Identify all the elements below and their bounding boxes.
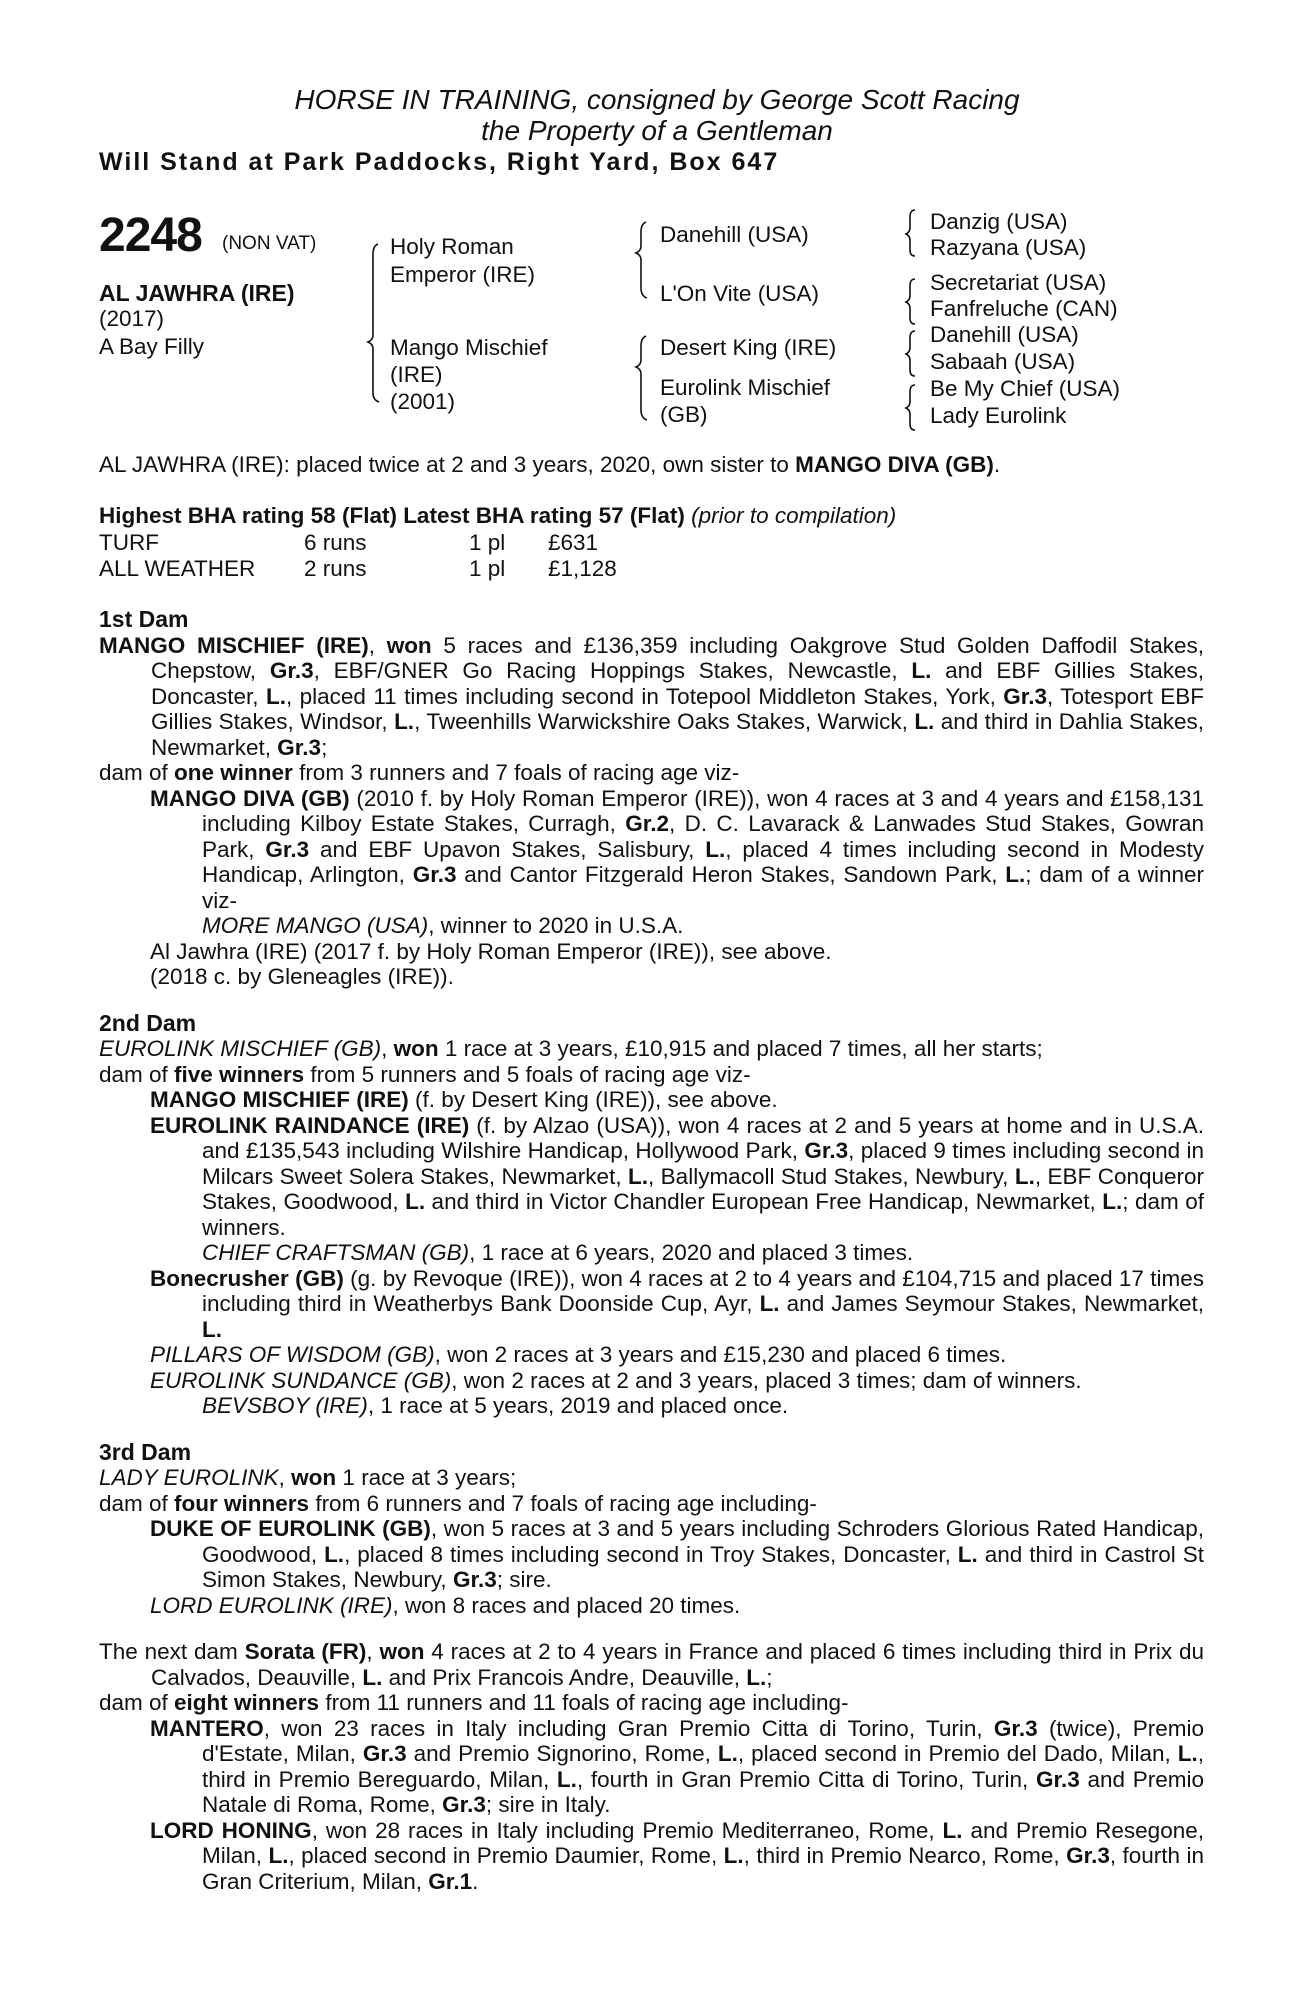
- pedigree-brackets: [0, 0, 1314, 440]
- aw-runs: 2 runs: [304, 555, 367, 581]
- produce-eurolink-sundance: EUROLINK SUNDANCE (GB), won 2 races at 2 and 3 years, placed 3 times; dam of winners.: [150, 1367, 1082, 1393]
- second-dam-heading: 2nd Dam: [99, 1009, 197, 1036]
- turf-runs: 6 runs: [304, 530, 367, 555]
- second-dam-record: EUROLINK MISCHIEF (GB), won 1 race at 3 years, £10,915 and placed 7 times, all her starts;: [99, 1036, 1043, 1061]
- sire-sire: Danehill (USA): [660, 222, 809, 247]
- ancestor-3: Secretariat (USA): [930, 270, 1107, 295]
- foaling-year: (2017): [99, 306, 165, 331]
- dam-sire: Desert King (IRE): [660, 335, 837, 360]
- aw-earnings: £1,128: [548, 555, 617, 581]
- header-location: Will Stand at Park Paddocks, Right Yard, Box 647: [99, 148, 780, 176]
- ancestor-4: Fanfreluche (CAN): [930, 296, 1118, 321]
- sire-name-line2: Emperor (IRE): [390, 262, 536, 287]
- bha-ratings: Highest BHA rating 58 (Flat) Latest BHA rating 57 (Flat) (prior to compilation): [99, 503, 897, 528]
- produce-eurolink-raindance: EUROLINK RAINDANCE (IRE) (f. by Alzao (USA)), won 4 races at 2 and 5 years at home and in U.S.A. and £135,543 including Wilshire Handicap, Hollywood Park, Gr.3, placed 9 times including second in Milcars Sweet Solera Stakes, Newmarket, L., Ballymacoll Stud Stakes, Newbury, L., EBF Conqueror Stakes, Goodwood, L. and third in Victor Chandler European Free Handicap, Newmarket, L.; dam of winners.: [150, 1112, 1205, 1240]
- third-dam-heading: 3rd Dam: [99, 1438, 192, 1465]
- dam-dam-line1: Eurolink Mischief: [660, 375, 831, 400]
- sire-name-line1: Holy Roman: [390, 234, 514, 259]
- vat-status: (NON VAT): [222, 233, 317, 254]
- ancestor-2: Razyana (USA): [930, 235, 1087, 260]
- produce-lord-honing: LORD HONING, won 28 races in Italy including Premio Mediterraneo, Rome, L. and Premio Resegone, Milan, L., placed second in Premio Daumier, Rome, L., third in Premio Nearco, Rome, Gr.3, fourth in Gran Criterium, Milan, Gr.1.: [150, 1817, 1204, 1894]
- turf-placed: 1 pl: [469, 530, 506, 555]
- ancestor-8: Lady Eurolink: [930, 403, 1067, 428]
- produce-2018-colt: (2018 c. by Gleneagles (IRE)).: [150, 964, 454, 989]
- ancestor-7: Be My Chief (USA): [930, 376, 1121, 401]
- horse-summary: AL JAWHRA (IRE): placed twice at 2 and 3 years, 2020, own sister to MANGO DIVA (GB).: [99, 452, 1001, 477]
- produce-chief-craftsman: CHIEF CRAFTSMAN (GB), 1 race at 6 years, 2020 and placed 3 times.: [202, 1240, 914, 1265]
- dam-name-line2: (IRE): [390, 362, 443, 387]
- produce-lord-eurolink: LORD EUROLINK (IRE), won 8 races and placed 20 times.: [150, 1592, 741, 1618]
- first-dam-heading: 1st Dam: [99, 606, 189, 632]
- ancestor-1: Danzig (USA): [930, 209, 1068, 234]
- dam-name-line3: (2001): [390, 389, 456, 414]
- first-dam-produce: dam of one winner from 3 runners and 7 foals of racing age viz-: [99, 760, 740, 785]
- ancestor-5: Danehill (USA): [930, 322, 1079, 347]
- aw-placed: 1 pl: [469, 555, 506, 581]
- surface-all-weather: ALL WEATHER: [99, 555, 256, 581]
- ancestor-6: Sabaah (USA): [930, 349, 1076, 374]
- produce-bevsboy: BEVSBOY (IRE), 1 race at 5 years, 2019 and placed once.: [202, 1393, 789, 1418]
- horse-description: A Bay Filly: [99, 334, 205, 359]
- turf-earnings: £631: [548, 530, 599, 555]
- produce-mango-mischief: MANGO MISCHIEF (IRE) (f. by Desert King (IRE)), see above.: [150, 1087, 778, 1112]
- produce-al-jawhra: Al Jawhra (IRE) (2017 f. by Holy Roman Emperor (IRE)), see above.: [150, 938, 832, 964]
- dam-dam-line2: (GB): [660, 402, 708, 427]
- family-section: [99, 607, 1204, 1894]
- produce-more-mango: MORE MANGO (USA), winner to 2020 in U.S.A.: [202, 913, 684, 938]
- header-consignor: HORSE IN TRAINING, consigned by George Scott Racing: [294, 84, 1020, 115]
- lot-number: 2248: [99, 209, 202, 262]
- first-dam-record: MANGO MISCHIEF (IRE), won 5 races and £136,359 including Oakgrove Stud Golden Daffodil Stakes, Chepstow, Gr.3, EBF/GNER Go Racing Hoppings Stakes, Newcastle, L. and EBF Gillies Stakes, Doncaster, L., placed 11 times including second in Totepool Middleton Stakes, York, Gr.3, Totesport EBF Gillies Stakes, Windsor, L., Tweenhills Warwickshire Oaks Stakes, Warwick, L. and third in Dahlia Stakes, Newmarket, Gr.3;: [99, 632, 1205, 760]
- produce-duke-of-eurolink: DUKE OF EUROLINK (GB), won 5 races at 3 and 5 years including Schroders Glorious Rated Handicap, Goodwood, L., placed 8 times including second in Troy Stakes, Doncaster, L. and third in Castrol St Simon Stakes, Newbury, Gr.3; sire.: [150, 1516, 1204, 1592]
- dam-name-line1: Mango Mischief: [390, 335, 548, 360]
- produce-mango-diva: MANGO DIVA (GB) (2010 f. by Holy Roman Emperor (IRE)), won 4 races at 3 and 4 years and £158,131 including Kilboy Estate Stakes, Curragh, Gr.2, D. C. Lavarack & Lanwades Stud Stakes, Gowran Park, Gr.3 and EBF Upavon Stakes, Salisbury, L., placed 4 times including second in Modesty Handicap, Arlington, Gr.3 and Cantor Fitzgerald Heron Stakes, Sandown Park, L.; dam of a winner viz-: [150, 785, 1205, 913]
- horse-name: AL JAWHRA (IRE): [99, 280, 295, 306]
- third-dam-produce: dam of four winners from 6 runners and 7 foals of racing age including-: [99, 1490, 817, 1516]
- produce-pillars-of-wisdom: PILLARS OF WISDOM (GB), won 2 races at 3 years and £15,230 and placed 6 times.: [150, 1342, 1007, 1367]
- third-dam-record: LADY EUROLINK, won 1 race at 3 years;: [99, 1465, 517, 1490]
- produce-mantero: MANTERO, won 23 races in Italy including Gran Premio Citta di Torino, Turin, Gr.3 (twice), Premio d'Estate, Milan, Gr.3 and Premio Signorino, Rome, L., placed second in Premio del Dado, Milan, L., third in Premio Bereguardo, Milan, L., fourth in Gran Premio Citta di Torino, Turin, Gr.3 and Premio Natale di Roma, Rome, Gr.3; sire in Italy.: [150, 1715, 1204, 1817]
- header-property: the Property of a Gentleman: [481, 115, 833, 146]
- surface-turf: TURF: [99, 530, 159, 555]
- produce-bonecrusher: Bonecrusher (GB) (g. by Revoque (IRE)), won 4 races at 2 to 4 years and £104,715 and placed 17 times including third in Weatherbys Bank Doonside Cup, Ayr, L. and James Seymour Stakes, Newmarket, L.: [150, 1265, 1204, 1342]
- next-dam-produce: dam of eight winners from 11 runners and 11 foals of racing age including-: [99, 1690, 849, 1715]
- next-dam-record: The next dam Sorata (FR), won 4 races at 2 to 4 years in France and placed 6 times including third in Prix du Calvados, Deauville, L. and Prix Francois Andre, Deauville, L.;: [99, 1639, 1204, 1690]
- second-dam-produce: dam of five winners from 5 runners and 5 foals of racing age viz-: [99, 1061, 751, 1087]
- sire-dam: L'On Vite (USA): [660, 281, 819, 306]
